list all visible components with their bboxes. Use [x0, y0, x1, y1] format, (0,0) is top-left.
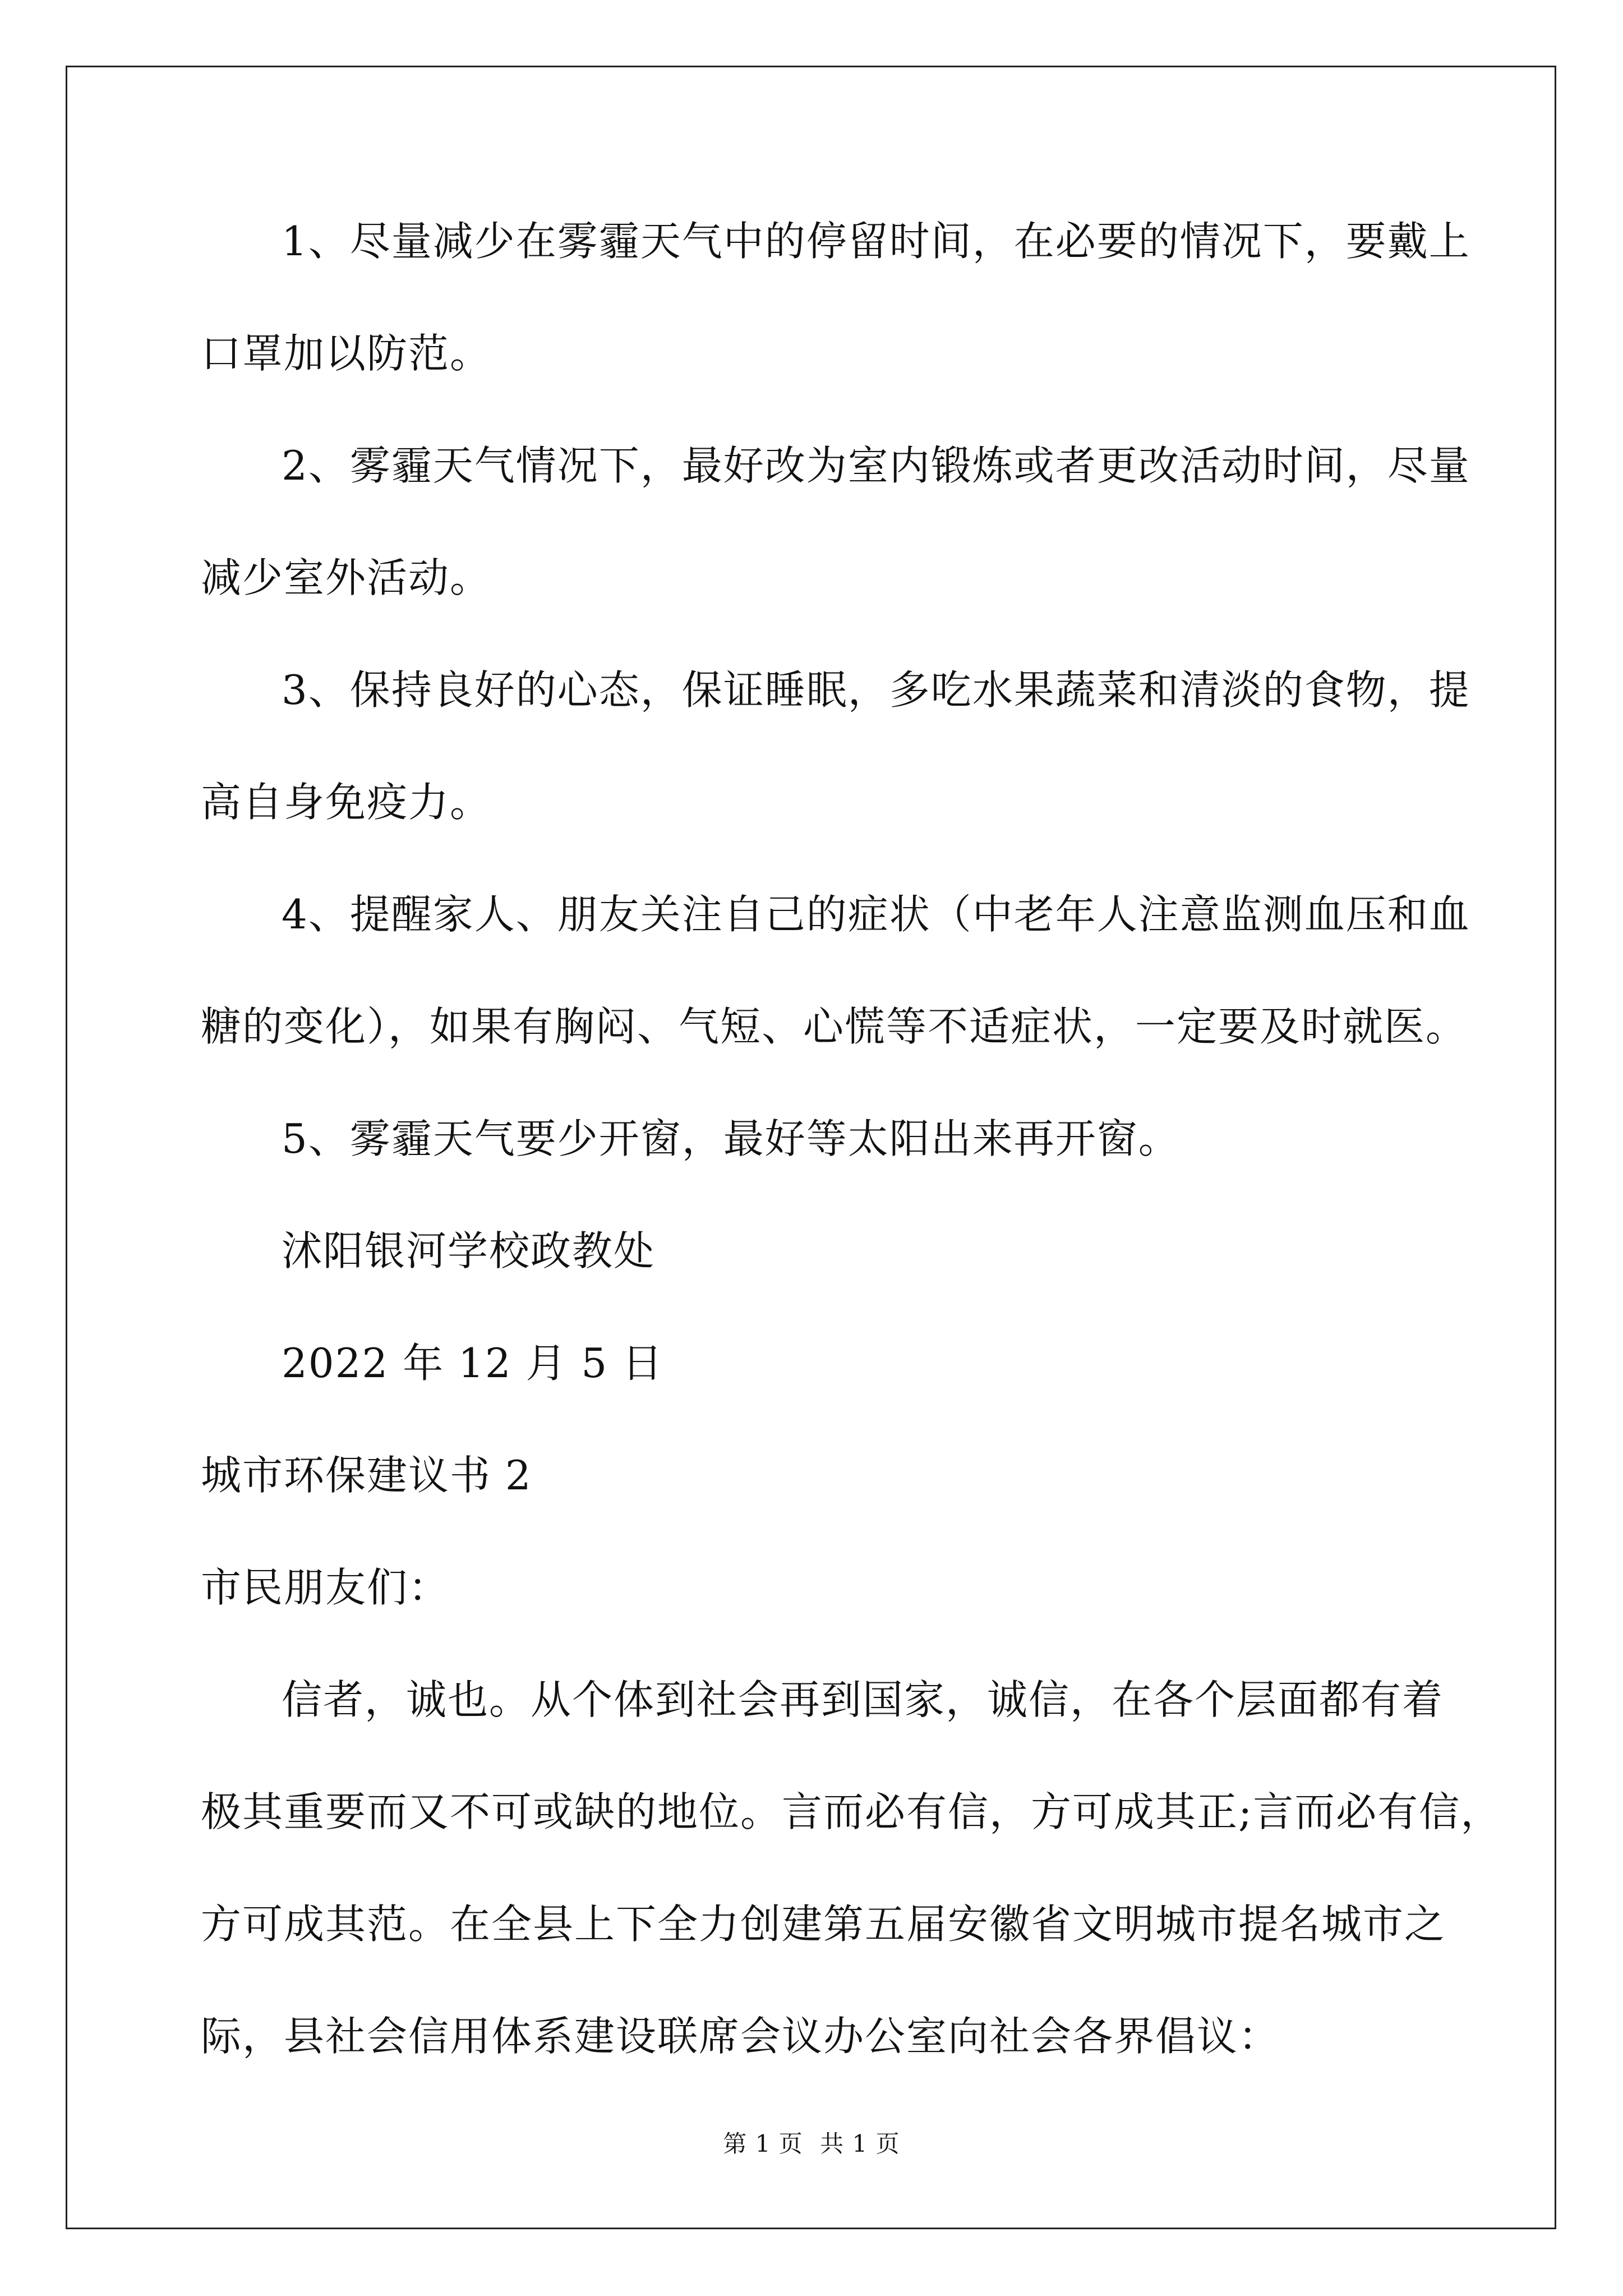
page-total: 共 1 页	[820, 2130, 900, 2157]
paragraph-line-8: 糖的变化），如果有胸闷、气短、心慌等不适症状，一定要及时就医。	[201, 1003, 1468, 1050]
paragraph-line-15: 极其重要而又不可或缺的地位。言而必有信，方可成其正;言而必有信，	[201, 1788, 1502, 1835]
paragraph-line-3: 2、雾霾天气情况下，最好改为室内锻炼或者更改活动时间，尽量	[282, 442, 1470, 489]
section-title: 城市环保建议书 2	[201, 1452, 532, 1499]
paragraph-line-7: 4、提醒家人、朋友关注自己的症状（中老年人注意监测血压和血	[282, 891, 1470, 938]
page-footer	[0, 2127, 1623, 2161]
paragraph-line-1: 1、尽量减少在雾霾天气中的停留时间，在必要的情况下，要戴上	[282, 218, 1470, 265]
paragraph-line-17: 际，县社会信用体系建设联席会议办公室向社会各界倡议：	[201, 2013, 1280, 2060]
page-number: 第 1 页	[723, 2130, 803, 2157]
signature-line: 沭阳银河学校政教处	[282, 1227, 656, 1274]
paragraph-line-6: 高自身免疫力。	[201, 779, 492, 826]
date-line: 2022 年 12 月 5 日	[282, 1340, 664, 1387]
salutation: 市民朋友们：	[201, 1564, 450, 1611]
paragraph-line-5: 3、保持良好的心态，保证睡眠，多吃水果蔬菜和清淡的食物，提	[282, 666, 1470, 714]
paragraph-line-14: 信者，诚也。从个体到社会再到国家，诚信，在各个层面都有着	[282, 1676, 1444, 1723]
paragraph-line-9: 5、雾霾天气要少开窗，最好等太阳出来再开窗。	[282, 1115, 1180, 1162]
paragraph-line-2: 口罩加以防范。	[201, 330, 492, 377]
paragraph-line-16: 方可成其范。在全县上下全力创建第五届安徽省文明城市提名城市之	[201, 1901, 1446, 1948]
paragraph-line-4: 减少室外活动。	[201, 554, 492, 601]
